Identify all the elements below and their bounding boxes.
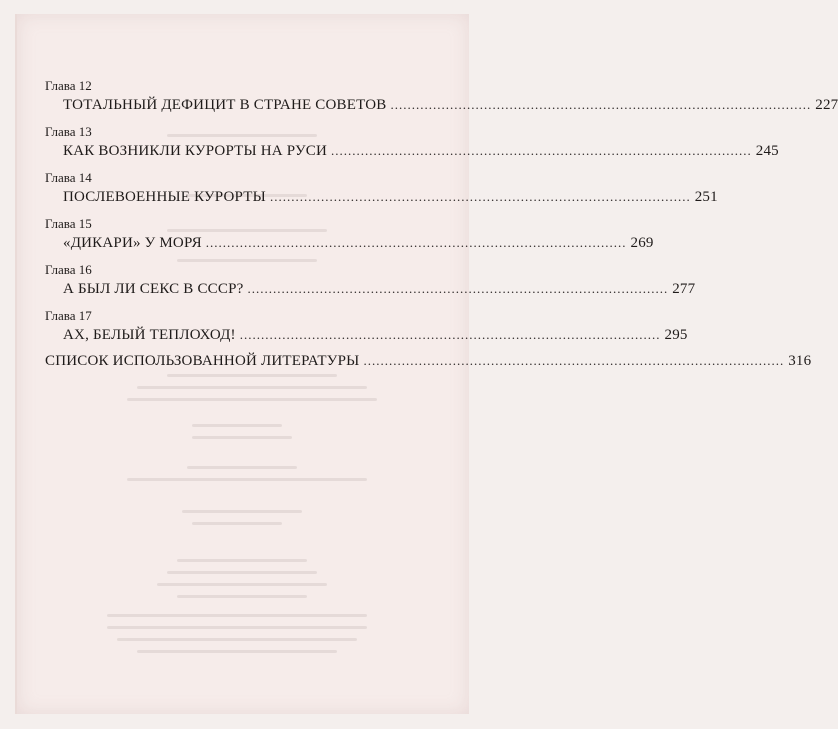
bibliography-title: СПИСОК ИСПОЛЬЗОВАННОЙ ЛИТЕРАТУРЫ <box>45 353 360 369</box>
chapter-title: АХ, БЕЛЫЙ ТЕПЛОХОД! <box>63 327 236 343</box>
dot-leader: ................................................................................................... <box>269 189 691 204</box>
toc-line <box>45 326 688 344</box>
toc-entry-bibliography <box>45 352 812 370</box>
page-number: 316 <box>788 353 812 369</box>
chapter-number: Глава 17 <box>45 308 92 323</box>
toc-entry <box>45 170 718 206</box>
toc-line <box>45 142 779 160</box>
chapter-title: ТОТАЛЬНЫЙ ДЕФИЦИТ В СТРАНЕ СОВЕТОВ <box>63 97 387 113</box>
page-number: 251 <box>694 189 718 205</box>
toc-line <box>45 352 812 370</box>
chapter-title: КАК ВОЗНИКЛИ КУРОРТЫ НА РУСИ <box>63 143 328 159</box>
chapter-title: ПОСЛЕВОЕННЫЕ КУРОРТЫ <box>63 189 266 205</box>
page-number: 269 <box>630 235 654 251</box>
chapter-number: Глава 13 <box>45 124 92 139</box>
dot-leader: ................................................................................................... <box>239 327 661 342</box>
page-number: 245 <box>755 143 779 159</box>
chapter-number: Глава 15 <box>45 216 92 231</box>
toc-entry <box>45 124 779 160</box>
chapter-number: Глава 12 <box>45 78 92 93</box>
chapter-number: Глава 16 <box>45 262 92 277</box>
toc-entry <box>45 78 838 114</box>
page-number: 277 <box>672 281 696 297</box>
toc-entry <box>45 308 688 344</box>
dot-leader: ................................................................................................... <box>363 353 785 368</box>
toc-line <box>45 188 718 206</box>
toc-line <box>45 96 838 114</box>
page-number: 227 <box>815 97 838 113</box>
chapter-title: А БЫЛ ЛИ СЕКС В СССР? <box>63 281 244 297</box>
toc-entry <box>45 216 654 252</box>
chapter-number: Глава 14 <box>45 170 92 185</box>
toc-entry <box>45 262 696 298</box>
toc-line <box>45 280 696 298</box>
page-number: 295 <box>664 327 688 343</box>
dot-leader: ................................................................................................... <box>205 235 627 250</box>
dot-leader: ................................................................................................... <box>331 143 752 158</box>
chapter-title: «ДИКАРИ» У МОРЯ <box>63 235 202 251</box>
dot-leader: ................................................................................................... <box>247 281 669 296</box>
book-page <box>15 14 838 714</box>
dot-leader: ................................................................................................... <box>390 97 812 112</box>
table-of-contents <box>45 78 838 370</box>
toc-line <box>45 234 654 252</box>
